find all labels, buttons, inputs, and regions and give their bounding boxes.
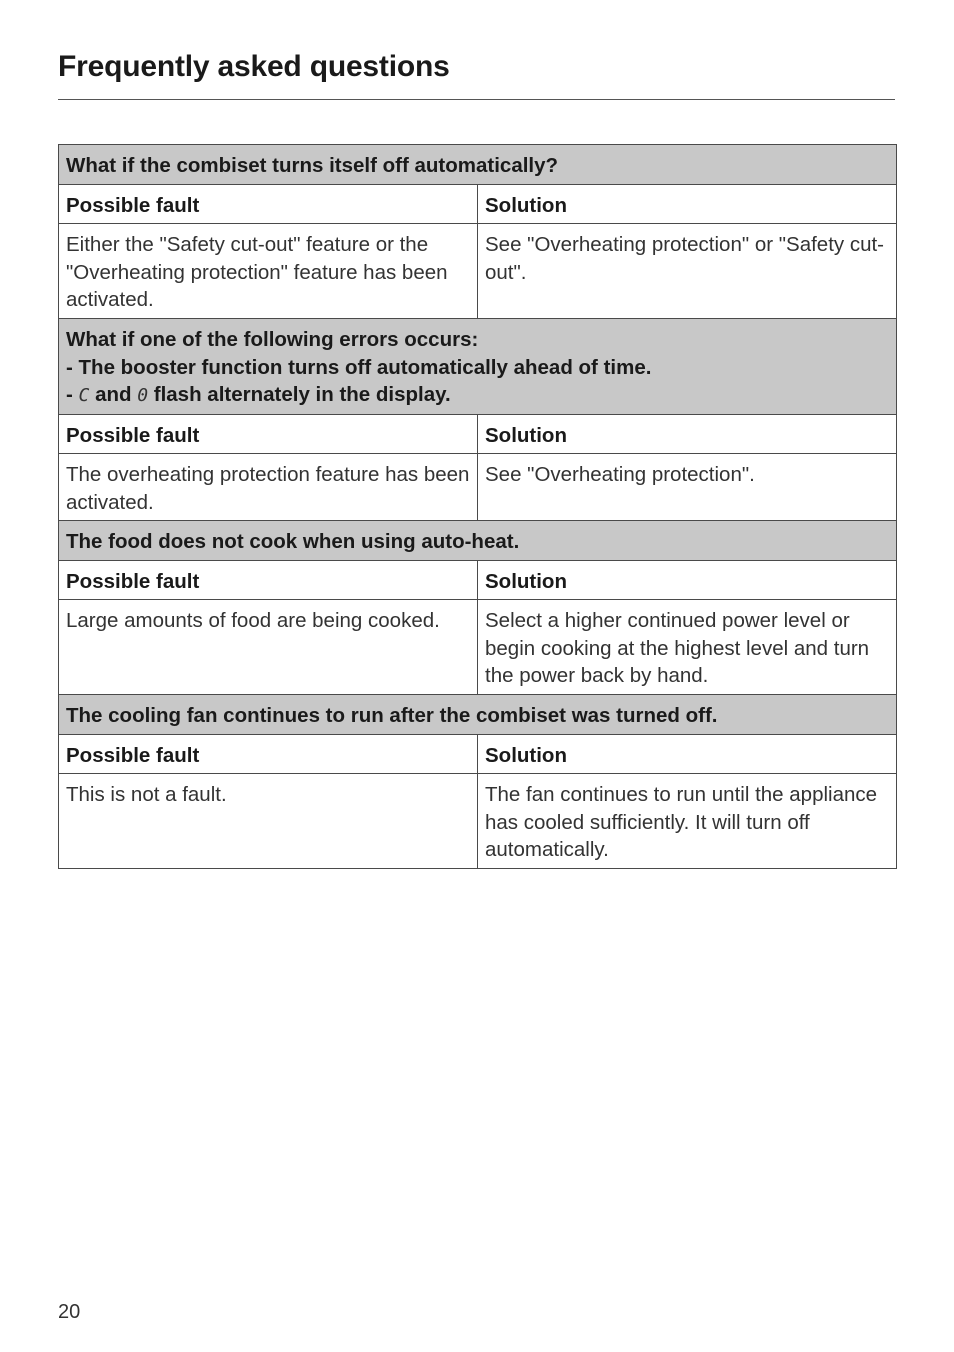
solution-cell: The fan continues to run until the appliance has cooled sufficiently. It will turn off automatically. [478,774,897,869]
solution-header: Solution [478,734,897,774]
fault-header: Possible fault [59,560,478,600]
fault-header: Possible fault [59,414,478,454]
faq-question [59,319,897,415]
question-line [66,381,889,410]
faq-header-row [59,184,897,224]
title-divider [58,99,895,100]
faq-question: The cooling fan continues to run after the combiset was turned off. [59,695,897,735]
fault-cell: This is not a fault. [59,774,478,869]
solution-cell: See "Overheating protection". [478,454,897,521]
faq-header-row [59,414,897,454]
faq-header-row [59,734,897,774]
fault-header: Possible fault [59,734,478,774]
solution-header: Solution [478,414,897,454]
fault-cell: Large amounts of food are being cooked. [59,600,478,695]
faq-answer-row [59,600,897,695]
solution-header: Solution [478,184,897,224]
faq-header-row [59,560,897,600]
faq-answer-row [59,774,897,869]
faq-question-row [59,319,897,415]
faq-question: The food does not cook when using auto-heat. [59,521,897,561]
fault-header: Possible fault [59,184,478,224]
faq-answer-row [59,454,897,521]
question-line-prefix: - [66,383,79,406]
question-line-mid: and [89,383,138,406]
question-line: What if one of the following errors occurs: [66,328,479,351]
fault-cell: Either the "Safety cut-out" feature or the "Overheating protection" feature has been activated. [59,224,478,319]
display-symbol-0: 0 [137,385,149,406]
faq-answer-row [59,224,897,319]
faq-question-row [59,521,897,561]
page-title: Frequently asked questions [58,50,450,83]
faq-question-row [59,145,897,185]
solution-header: Solution [478,560,897,600]
question-line-suffix: flash alternately in the display. [148,383,451,406]
question-line: - The booster function turns off automatically ahead of time. [66,355,652,379]
faq-table [58,144,897,869]
faq-question: What if the combiset turns itself off automatically? [59,145,897,185]
page-number: 20 [58,1301,81,1323]
fault-cell: The overheating protection feature has been activated. [59,454,478,521]
solution-cell: See "Overheating protection" or "Safety cut-out". [478,224,897,319]
faq-question-row [59,695,897,735]
solution-cell: Select a higher continued power level or begin cooking at the highest level and turn the power back by hand. [478,600,897,695]
display-symbol-c: C [78,385,90,406]
